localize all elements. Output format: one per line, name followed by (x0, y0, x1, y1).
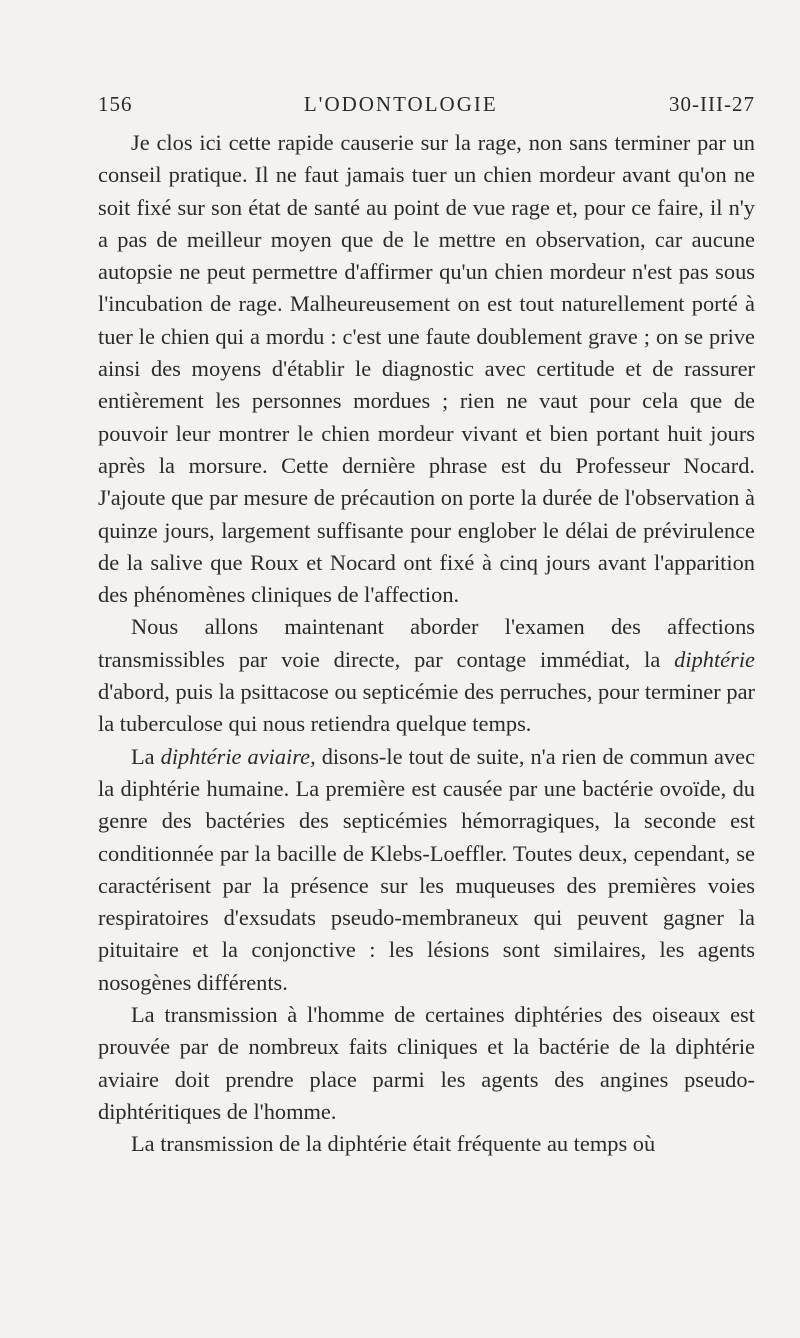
paragraph (98, 1128, 755, 1160)
italic-term: diphtérie aviaire, (160, 743, 316, 769)
italic-term: diphtérie (674, 646, 755, 672)
paragraph (98, 127, 755, 611)
paragraph (98, 741, 755, 999)
text-run: disons-le tout de suite, n'a rien de commun avec la diphtérie humaine. La première est causée par une bactérie ovoïde, du genre des bactéries des septicémies hémorragiques, la seconde est conditionnée par la bacille de Klebs-Loeffler. Toutes deux, cependant, se caractérisent par la présence sur les muqueuses des premières voies respiratoires d'exsudats pseudo-membraneux qui peuvent gagner la pituitaire et la conjonctive : les lésions sont similaires, les agents nosogènes différents. (98, 743, 756, 995)
text-run: La transmission à l'homme de certaines diphtéries des oiseaux est prouvée par de nombreux faits cliniques et la bactérie de la diphtérie aviaire doit prendre place parmi les agents des angines pseudo-diphtéritiques de l'homme. (98, 1002, 755, 1124)
text-run: La (131, 743, 161, 769)
text-run: d'abord, puis la psittacose ou septicémie des perruches, pour terminer par la tuberculose qui nous retiendra quelque temps. (98, 679, 755, 737)
paragraph (98, 999, 755, 1128)
text-run: Nous allons maintenant aborder l'examen des affections transmissibles par voie directe, par contage immédiat, la (98, 614, 755, 672)
running-header (98, 92, 755, 117)
body-text (98, 127, 755, 1161)
page-number: 156 (98, 92, 133, 116)
issue-date: 30-III-27 (669, 92, 755, 116)
paragraph (98, 611, 755, 740)
journal-title: L'ODONTOLOGIE (303, 92, 498, 116)
text-run: La transmission de la diphtérie était fréquente au temps où (131, 1131, 656, 1157)
text-run: Je clos ici cette rapide causerie sur la rage, non sans terminer par un conseil pratique. Il ne faut jamais tuer un chien mordeur avant qu'on ne soit fixé sur son état de santé au point de vue rage et, pour ce faire, il n'y a pas de meilleur moyen que de le mettre en observation, car aucune autopsie ne peut permettre d'affirmer qu'un chien mordeur n'est pas sous l'incubation de rage. Malheureusement on est tout naturellement porté à tuer le chien qui a mordu : c'est une faute doublement grave ; on se prive ainsi des moyens d'établir le diagnostic avec certitude et de rassurer entièrement les personnes mordues ; rien ne vaut pour cela que de pouvoir leur montrer le chien mordeur vivant et bien portant huit jours après la morsure. Cette dernière phrase est du Professeur Nocard. J'ajoute que par mesure de précaution on porte la durée de l'observation à quinze jours, largement suffisante pour englober le délai de prévirulence de la salive que Roux et Nocard ont fixé à cinq jours avant l'apparition des phénomènes cliniques de l'affection. (98, 130, 755, 608)
